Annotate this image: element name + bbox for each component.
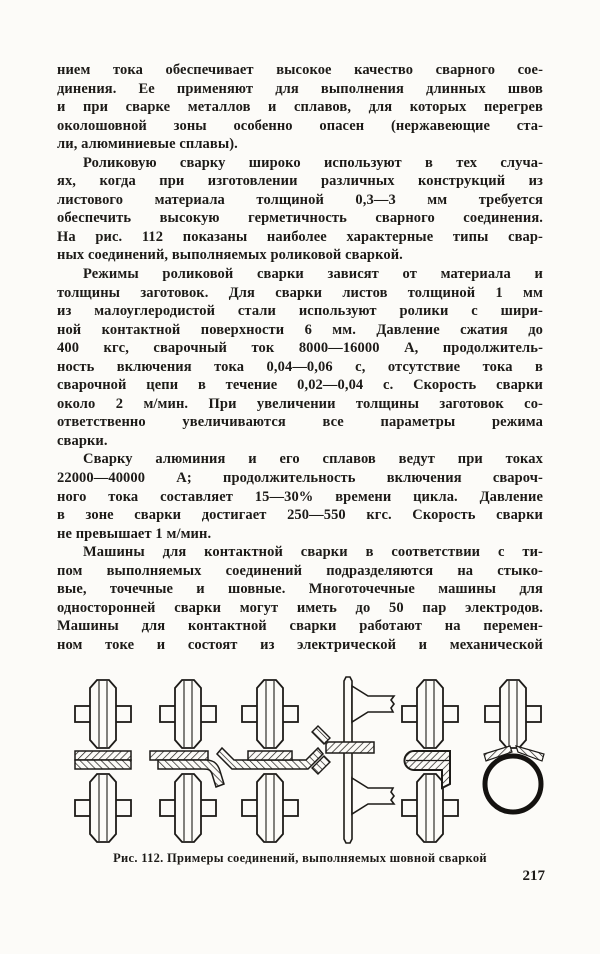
figure-112-illustration: [0, 674, 600, 850]
text-line: ях, когда при изготовлении различных конструкций из: [57, 173, 543, 190]
text-line: ного тока составляет 15—30% времени цикла. Давление: [57, 488, 543, 505]
text-line: динения. Ее применяют для выполнения длинных швов: [57, 80, 543, 97]
text-column: [57, 61, 543, 655]
text-line: ных соединений, выполняемых роликовой сваркой.: [57, 247, 403, 264]
diagram-knife-disc-joint: [312, 677, 394, 843]
text-line: пом выполняемых соединений подразделяются на стыко-: [57, 562, 543, 579]
text-line: ответственно увеличиваются все параметры режима: [57, 414, 543, 431]
paragraph: [57, 543, 543, 654]
paragraph: [57, 450, 543, 543]
text-line: вые, точечные и шовные. Многоточечные машины для: [57, 581, 543, 598]
text-line: ли, алюминиевые сплавы).: [57, 136, 238, 153]
page-number: 217: [522, 868, 545, 884]
text-line: околошовной зоны особенно опасен (нержавеющие ста-: [57, 117, 543, 134]
figure-caption: Рис. 112. Примеры соединений, выполняемых шовной сваркой: [113, 851, 487, 865]
diagram-tube-seam-joint: [484, 680, 544, 812]
text-line: толщины заготовок. Для сварки листов толщиной 1 мм: [57, 284, 543, 301]
text-line: Роликовую сварку широко используют в тех случа-: [83, 154, 543, 171]
text-line: из малоуглеродистой стали используют ролики с шири-: [57, 303, 543, 320]
paragraph: [57, 265, 543, 450]
diagram-folded-seam-joint: [402, 680, 458, 842]
text-line: Машины для контактной сварки работают на перемен-: [57, 618, 543, 635]
text-line: около 2 м/мин. При увеличении толщины заготовок со-: [57, 395, 543, 412]
diagram-lap-joint-bent-edge: [150, 680, 224, 842]
text-line: не превышает 1 м/мин.: [57, 525, 212, 542]
text-line: ном токе и состоят из электрической и механической: [57, 636, 543, 653]
paragraph: [57, 154, 543, 265]
text-line: односторонней сварки могут иметь до 50 пар электродов.: [57, 599, 543, 616]
text-line: сварочной цепи в течение 0,02—0,04 с. Скорость сварки: [57, 377, 543, 394]
text-line: сварки.: [57, 432, 108, 449]
text-line: 400 кгс, сварочный ток 8000—16000 А, продолжитель-: [57, 340, 543, 357]
text-line: Режимы роликовой сварки зависят от материала и: [83, 266, 543, 283]
text-line: обеспечить высокую герметичность сварного соединения.: [57, 210, 543, 227]
text-line: в зоне сварки достигает 250—550 кгс. Скорость сварки: [57, 507, 543, 524]
text-line: На рис. 112 показаны наиболее характерные типы свар-: [57, 228, 543, 245]
text-line: ность включения тока 0,04—0,06 с, отсутствие тока в: [57, 358, 543, 375]
paragraph: [57, 61, 543, 154]
text-line: Сварку алюминия и его сплавов ведут при токах: [83, 451, 543, 468]
text-line: и при сварке металлов и сплавов, для которых перегрев: [57, 99, 543, 116]
text-line: нием тока обеспечивает высокое качество сварного сое-: [57, 62, 543, 78]
text-line: 22000—40000 А; продолжительность включения свароч-: [57, 470, 543, 487]
diagram-flanged-lap-joint: [217, 680, 323, 842]
diagram-lap-joint: [75, 680, 131, 842]
text-line: Машины для контактной сварки в соответствии с ти-: [83, 544, 543, 561]
text-line: ной контактной поверхности 6 мм. Давление сжатия до: [57, 321, 543, 338]
text-line: листового материала толщиной 0,3—3 мм требуется: [57, 191, 543, 208]
